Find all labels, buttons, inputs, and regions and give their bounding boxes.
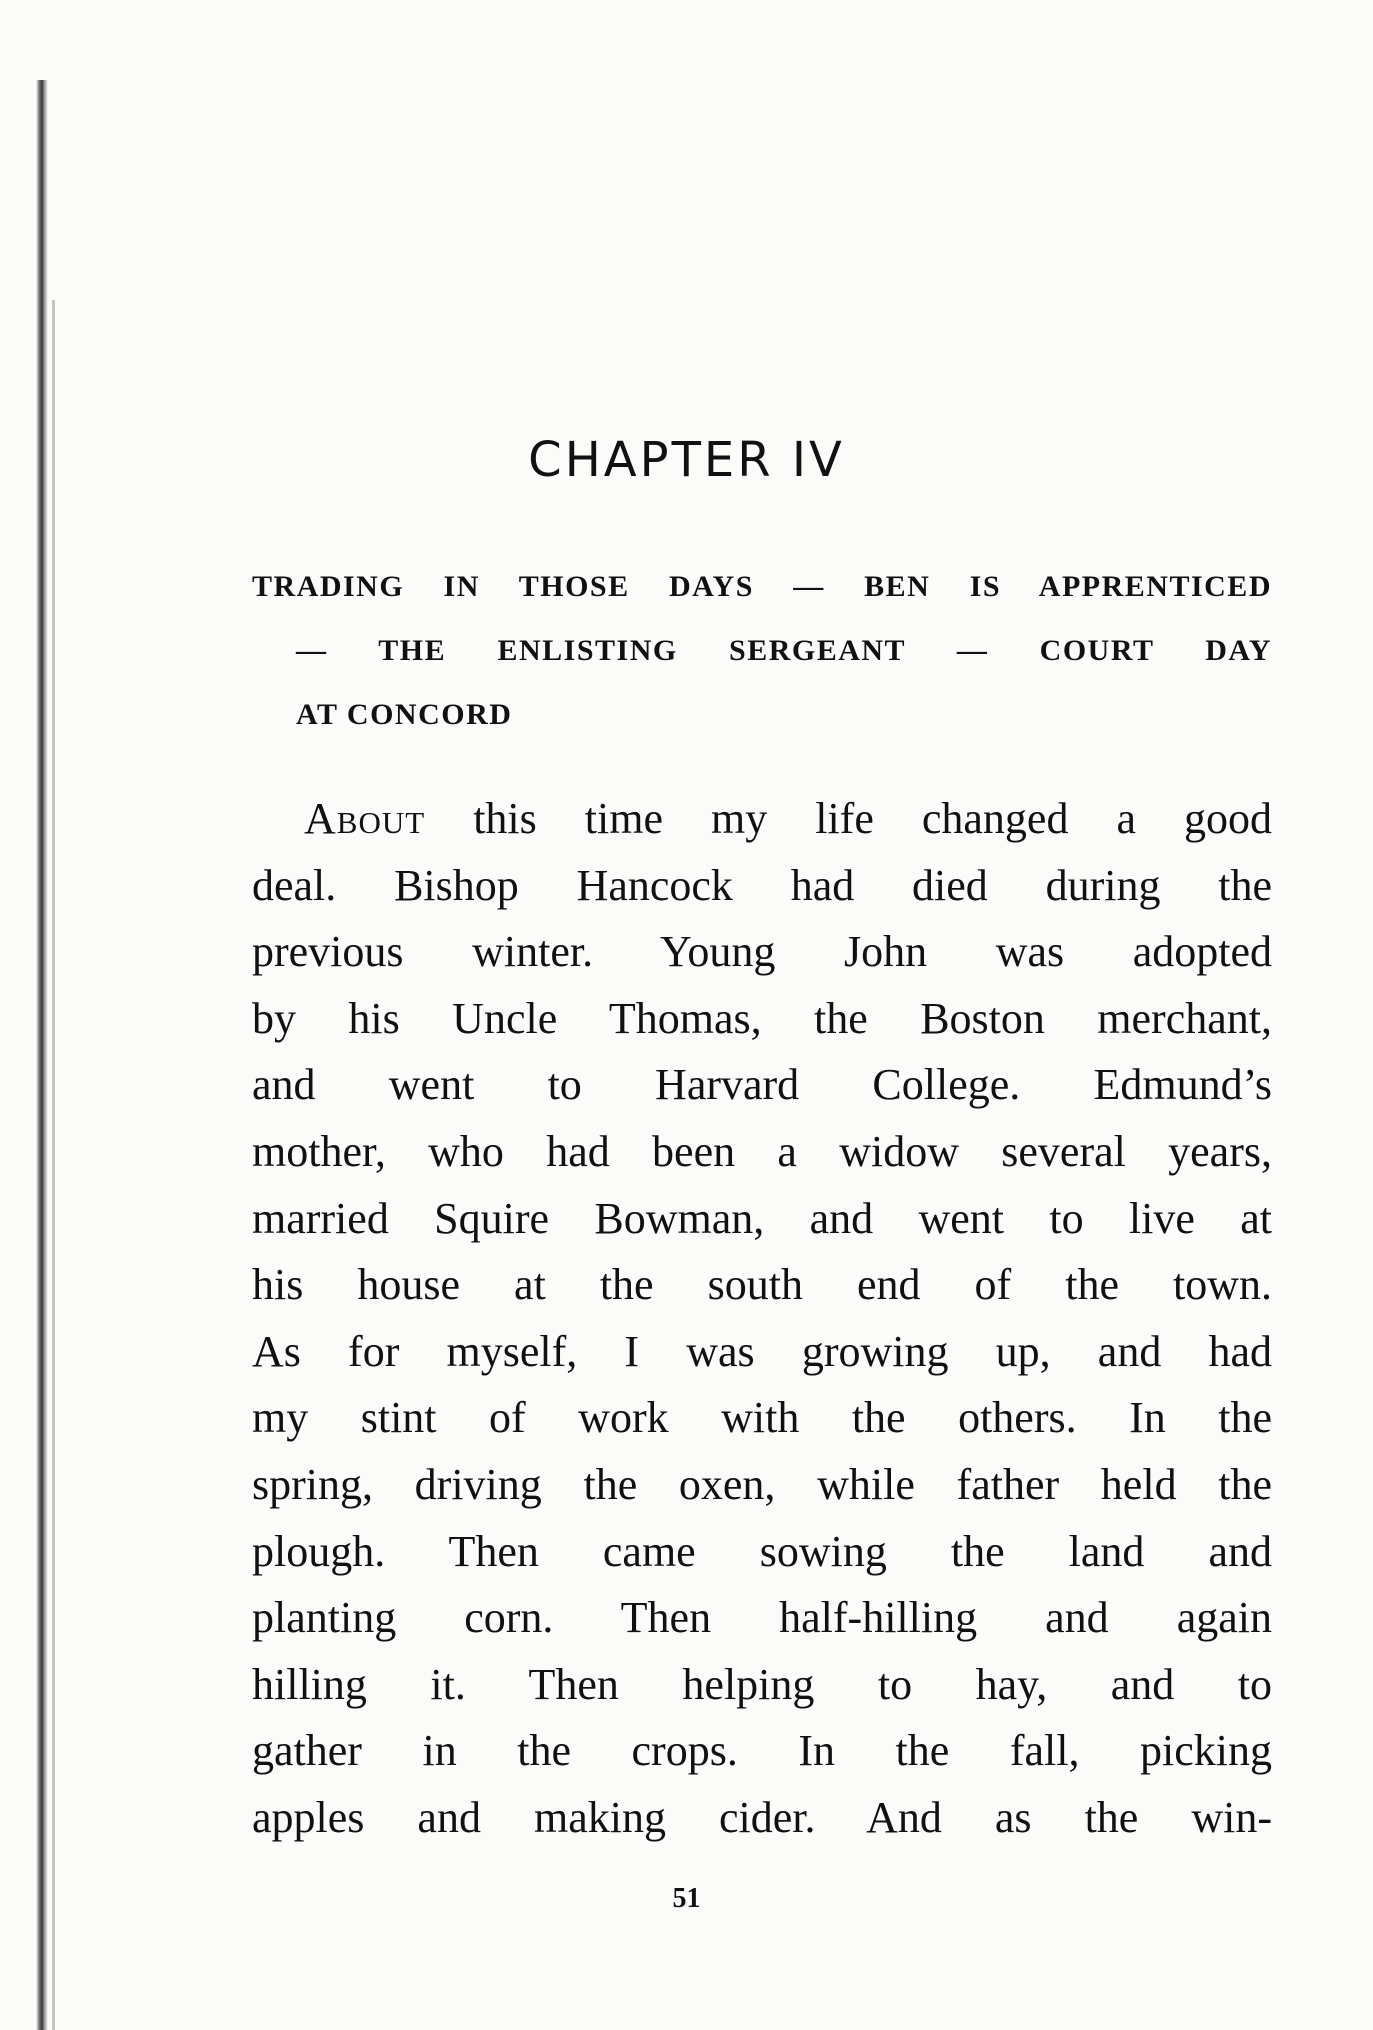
body-line: apples and making cider. And as the win-	[252, 1792, 1272, 1842]
body-line: plough. Then came sowing the land and	[252, 1526, 1272, 1576]
chapter-summary-line: TRADING IN THOSE DAYS — BEN IS APPRENTICED	[252, 570, 1272, 603]
body-line: previous winter. Young John was adopted	[252, 927, 1272, 977]
page-number: 51	[672, 1883, 701, 1914]
body-line: his house at the south end of the town.	[252, 1260, 1272, 1310]
body-line-text: this time my life changed a good	[473, 794, 1273, 843]
chapter-summary-line: AT CONCORD	[296, 698, 513, 731]
body-line: planting corn. Then half-hilling and again	[252, 1593, 1272, 1643]
chapter-summary	[252, 555, 1272, 747]
drop-word: About	[304, 794, 426, 843]
body-line	[252, 786, 1272, 853]
chapter-summary-line: — THE ENLISTING SERGEANT — COURT DAY	[296, 634, 1272, 667]
body-text	[252, 786, 1272, 1852]
body-line: by his Uncle Thomas, the Boston merchant,	[252, 993, 1272, 1043]
chapter-title: CHAPTER IV	[528, 432, 845, 488]
body-line: and went to Harvard College. Edmund’s	[252, 1060, 1272, 1110]
body-line: married Squire Bowman, and went to live at	[252, 1193, 1272, 1243]
body-line: hilling it. Then helping to hay, and to	[252, 1659, 1272, 1709]
body-line: As for myself, I was growing up, and had	[252, 1326, 1272, 1376]
binding-edge	[36, 80, 48, 2030]
body-line: my stint of work with the others. In the	[252, 1393, 1272, 1443]
body-line: gather in the crops. In the fall, picking	[252, 1726, 1272, 1776]
body-line: deal. Bishop Hancock had died during the	[252, 860, 1272, 910]
body-line: spring, driving the oxen, while father held the	[252, 1459, 1272, 1509]
body-line: mother, who had been a widow several years,	[252, 1126, 1272, 1176]
binding-shadow	[52, 300, 55, 2030]
